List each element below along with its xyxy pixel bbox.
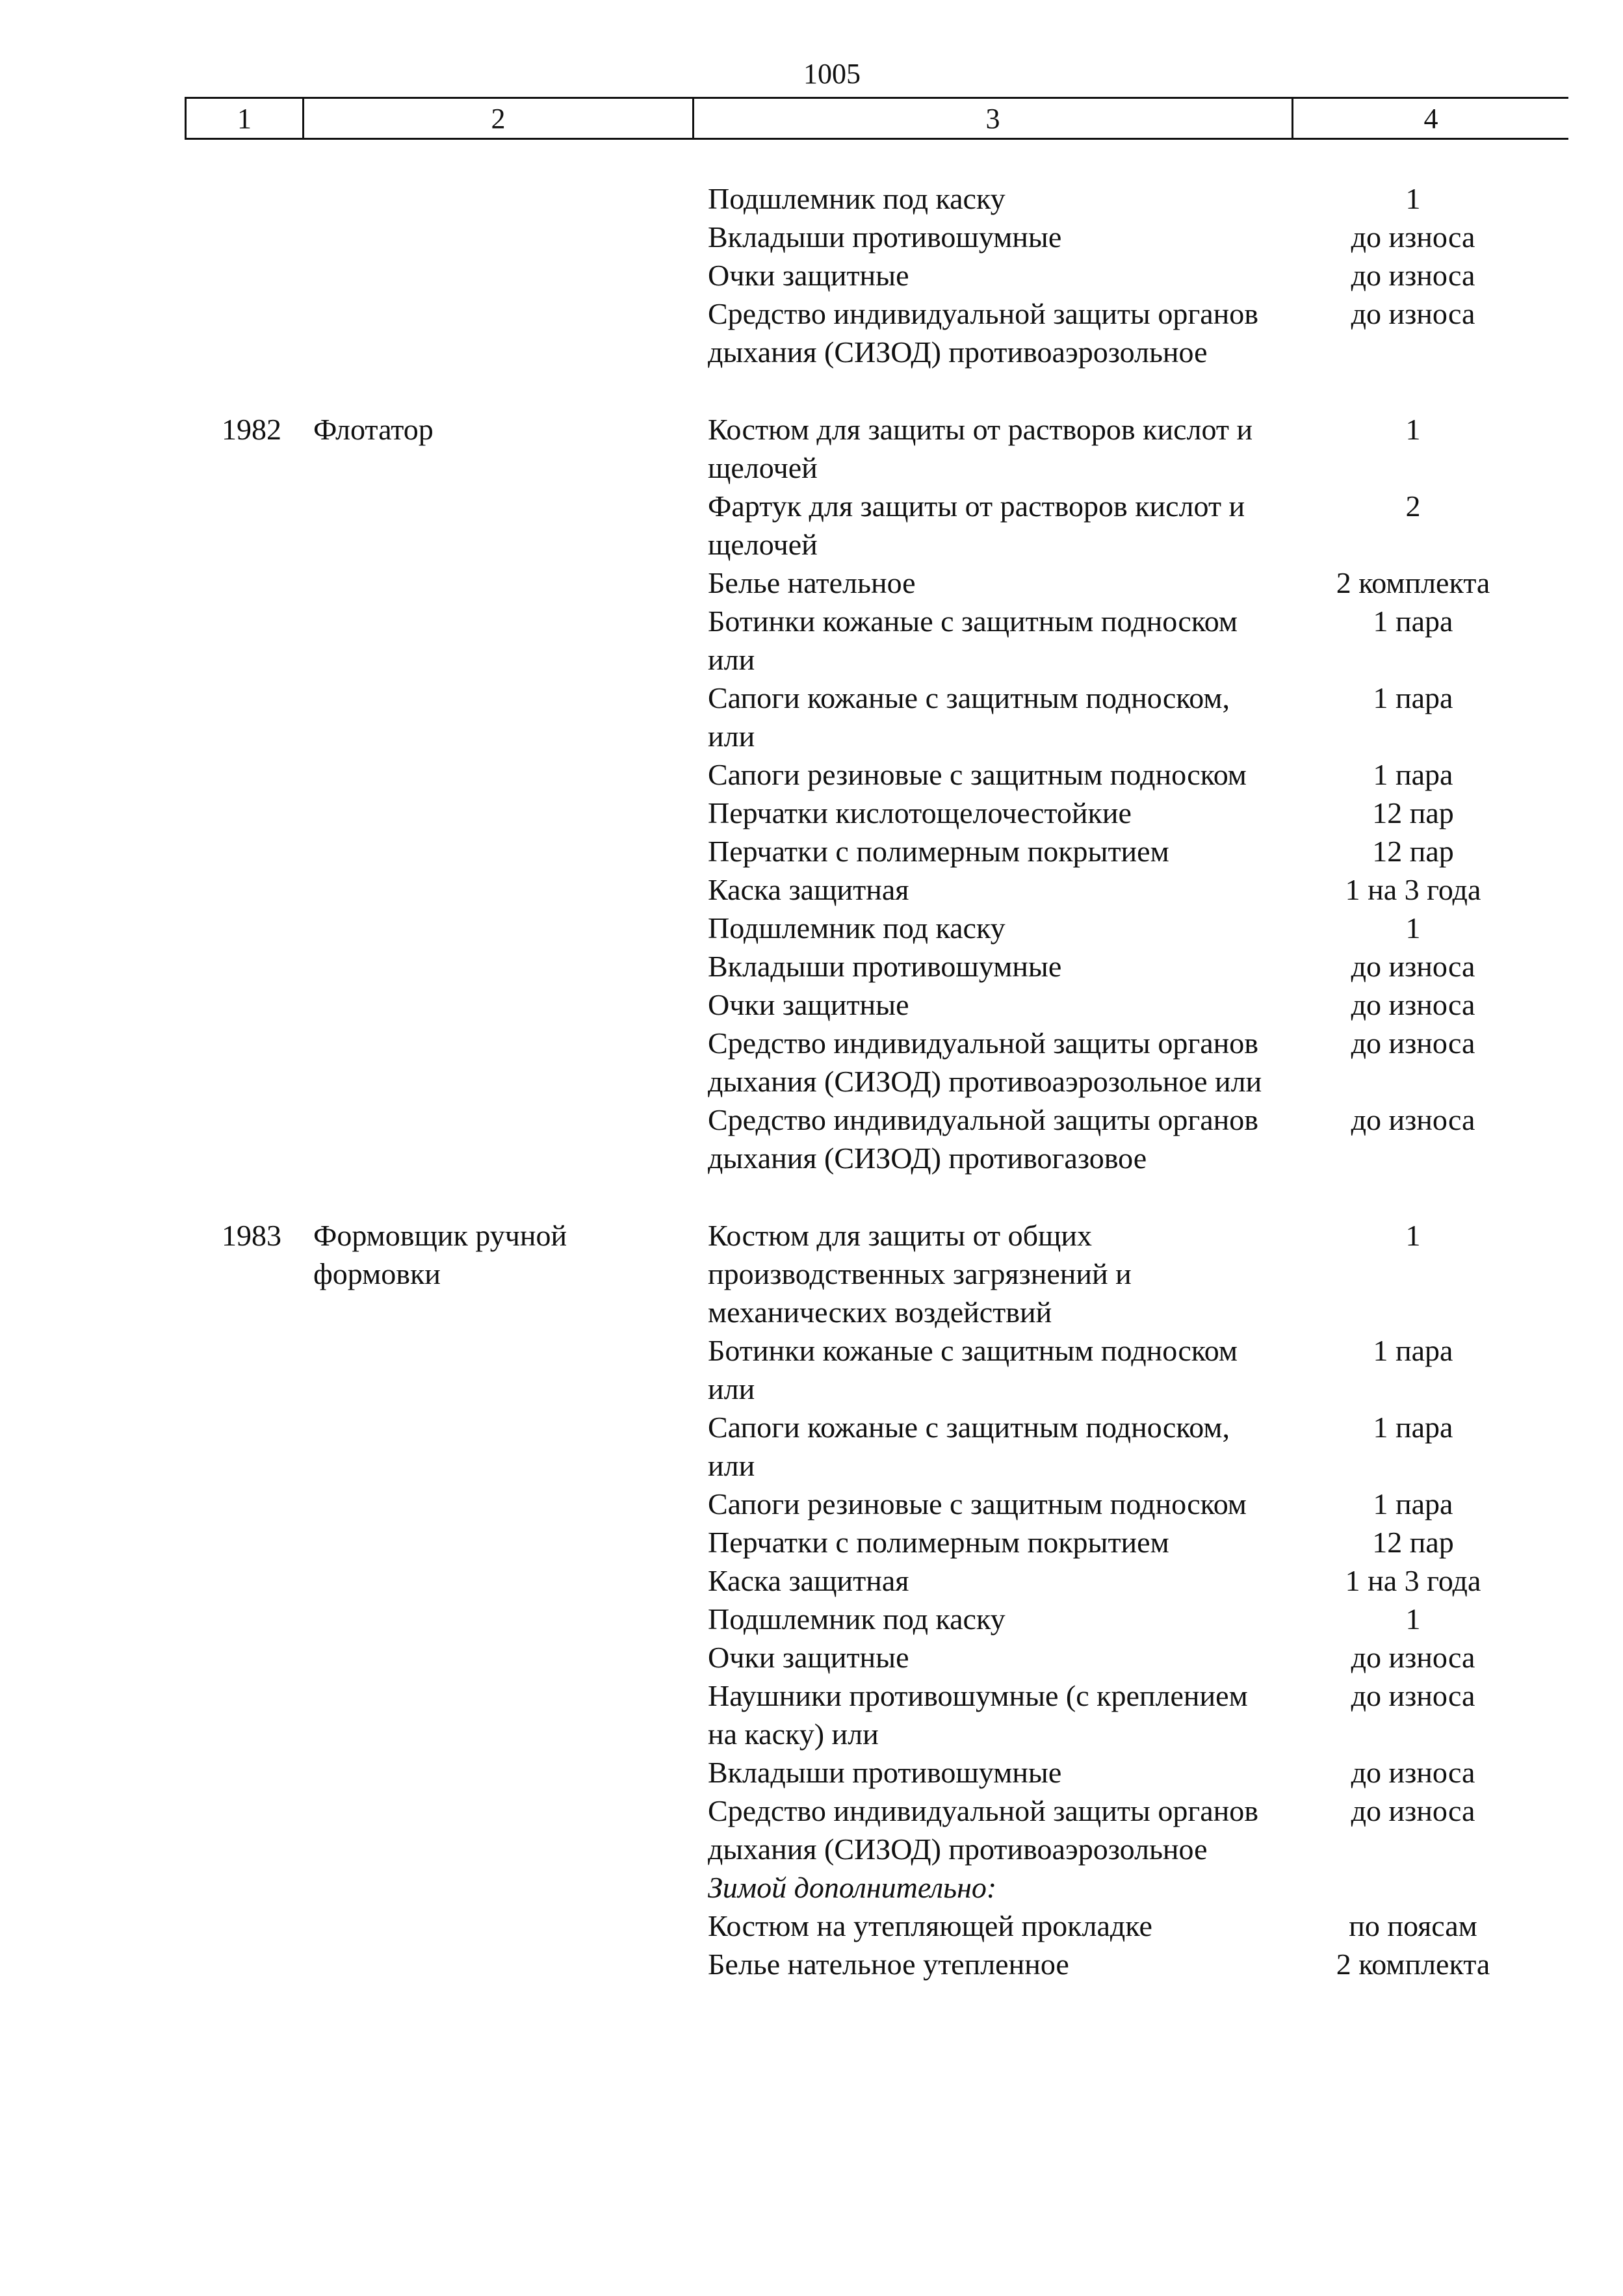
ppe-item-norm: 1 [1405,1602,1421,1636]
ppe-item-norm: 2 комплекта [1336,1948,1490,1981]
page-number: 1005 [803,58,861,90]
ppe-item-name: Средство индивидуальной защиты органов дыхания (СИЗОД) противоаэрозольное или [708,1026,1262,1098]
ppe-item-row [688,294,1563,371]
ppe-item-norm: 1 пара [1373,1334,1453,1367]
ppe-item-list [688,410,1563,1177]
ppe-item-norm: до износа [1351,1026,1475,1060]
winter-additional-heading: Зимой дополнительно: [708,1871,997,1904]
ppe-item-name: Сапоги резиновые с защитным подноском [708,758,1247,791]
ppe-item-norm: до износа [1351,988,1475,1021]
ppe-item-row [688,1485,1563,1523]
ppe-item-name: Вкладыши противошумные [708,1756,1062,1789]
column-header-3: 3 [694,98,1293,139]
ppe-item-row [688,1561,1563,1600]
ppe-item-row [688,1868,1563,1907]
ppe-item-row [688,564,1563,602]
ppe-item-norm: до износа [1351,220,1475,254]
ppe-item-norm: 12 пар [1372,1526,1454,1559]
ppe-item-row [688,602,1563,679]
profession-code-cell [185,410,300,1177]
ppe-item-norm: 1 [1405,1219,1421,1252]
ppe-item-name: Очки защитные [708,259,909,292]
ppe-item-name: Перчатки с полимерным покрытием [708,835,1169,868]
ppe-item-list [688,1216,1563,1983]
ppe-item-name: Сапоги кожаные с защитным подноском, или [708,1411,1230,1482]
ppe-item-row [688,679,1563,755]
ppe-item-name: Каска защитная [708,873,909,906]
ppe-item-norm [1264,1868,1563,1907]
profession-group [185,410,1569,1177]
ppe-item-row [688,1024,1563,1101]
ppe-item-name: Очки защитные [708,1641,909,1674]
ppe-item-norm: до износа [1351,1756,1475,1789]
ppe-item-row [688,179,1563,218]
ppe-item-norm: 1 на 3 года [1345,873,1481,906]
ppe-item-norm: 2 комплекта [1336,566,1490,599]
ppe-item-name: Ботинки кожаные с защитным подноском или [708,605,1238,676]
ppe-item-name: Белье нательное [708,566,916,599]
profession-name [300,179,688,371]
ppe-item-norm: 2 [1405,489,1421,523]
ppe-item-row [688,1408,1563,1485]
ppe-item-name: Сапоги кожаные с защитным подноском, или [708,681,1230,753]
ppe-item-row [688,794,1563,832]
ppe-item-row [688,1331,1563,1408]
ppe-item-name: Средство индивидуальной защиты органов дыхания (СИЗОД) противогазовое [708,1103,1258,1175]
ppe-item-norm: по поясам [1349,1909,1477,1942]
ppe-item-row [688,1638,1563,1676]
profession-code: 1983 [222,1219,281,1252]
ppe-item-row [688,985,1563,1024]
profession-group [185,1216,1569,1983]
column-header-table [185,97,1568,140]
ppe-item-name: Белье нательное утепленное [708,1948,1069,1981]
ppe-item-norm: 1 пара [1373,758,1453,791]
ppe-item-name: Очки защитные [708,988,909,1021]
profession-code-cell [185,1216,300,1983]
ppe-item-norm: 12 пар [1372,835,1454,868]
ppe-item-name: Подшлемник под каску [708,911,1006,945]
ppe-item-norm: 1 [1405,911,1421,945]
profession-name: Формовщик ручной формовки [313,1219,567,1290]
ppe-item-row [688,1101,1563,1177]
document-body [185,179,1569,2022]
ppe-item-norm: 1 пара [1373,681,1453,714]
ppe-item-name: Фартук для защиты от растворов кислот и щелочей [708,489,1245,561]
ppe-item-row [688,1523,1563,1561]
ppe-item-row [688,947,1563,985]
ppe-item-name: Вкладыши противошумные [708,220,1062,254]
ppe-item-row [688,1753,1563,1792]
ppe-item-row [688,909,1563,947]
ppe-item-norm: 1 пара [1373,1411,1453,1444]
ppe-item-row [688,487,1563,564]
ppe-item-row [688,832,1563,870]
ppe-item-row [688,755,1563,794]
ppe-item-row [688,1216,1563,1331]
column-header-row [186,98,1569,139]
profession-name: Флотатор [313,413,434,446]
ppe-item-row [688,410,1563,487]
column-header-2: 2 [304,98,694,139]
ppe-item-name: Костюм на утепляющей прокладке [708,1909,1152,1942]
ppe-item-norm: до износа [1351,1794,1475,1827]
ppe-item-norm: 1 [1405,413,1421,446]
ppe-item-norm: до износа [1351,297,1475,330]
column-header-1: 1 [186,98,304,139]
ppe-item-name: Перчатки с полимерным покрытием [708,1526,1169,1559]
ppe-item-norm: до износа [1351,1103,1475,1136]
ppe-item-name: Средство индивидуальной защиты органов дыхания (СИЗОД) противоаэрозольное [708,1794,1258,1866]
ppe-item-name: Сапоги резиновые с защитным подноском [708,1487,1247,1520]
profession-code-cell [185,179,300,371]
ppe-item-row [688,1907,1563,1945]
column-header-4: 4 [1293,98,1569,139]
ppe-item-norm: 1 на 3 года [1345,1564,1481,1597]
ppe-item-list [688,179,1563,371]
ppe-item-row [688,256,1563,294]
ppe-item-name: Подшлемник под каску [708,182,1006,215]
ppe-item-norm: до износа [1351,1679,1475,1712]
ppe-item-norm: 1 [1405,182,1421,215]
ppe-item-row [688,870,1563,909]
profession-group [185,179,1569,371]
ppe-item-name: Костюм для защиты от растворов кислот и щелочей [708,413,1253,484]
ppe-item-norm: 1 пара [1373,605,1453,638]
ppe-item-norm: до износа [1351,950,1475,983]
ppe-item-name: Вкладыши противошумные [708,950,1062,983]
ppe-item-row [688,1945,1563,1983]
ppe-item-name: Подшлемник под каску [708,1602,1006,1636]
ppe-item-norm: до износа [1351,259,1475,292]
ppe-item-row [688,1600,1563,1638]
ppe-item-norm: 1 пара [1373,1487,1453,1520]
ppe-item-name: Средство индивидуальной защиты органов дыхания (СИЗОД) противоаэрозольное [708,297,1258,369]
ppe-item-name: Каска защитная [708,1564,909,1597]
ppe-item-norm: 12 пар [1372,796,1454,829]
ppe-item-name: Костюм для защиты от общих производственных загрязнений и механических воздействий [708,1219,1132,1329]
ppe-item-row [688,1792,1563,1868]
ppe-item-norm: до износа [1351,1641,1475,1674]
ppe-item-row [688,1676,1563,1753]
ppe-item-name: Наушники противошумные (с креплением на каску) или [708,1679,1248,1751]
ppe-item-name: Ботинки кожаные с защитным подноском или [708,1334,1238,1405]
ppe-item-row [688,218,1563,256]
ppe-item-name: Перчатки кислотощелочестойкие [708,796,1132,829]
profession-code: 1982 [222,413,281,446]
